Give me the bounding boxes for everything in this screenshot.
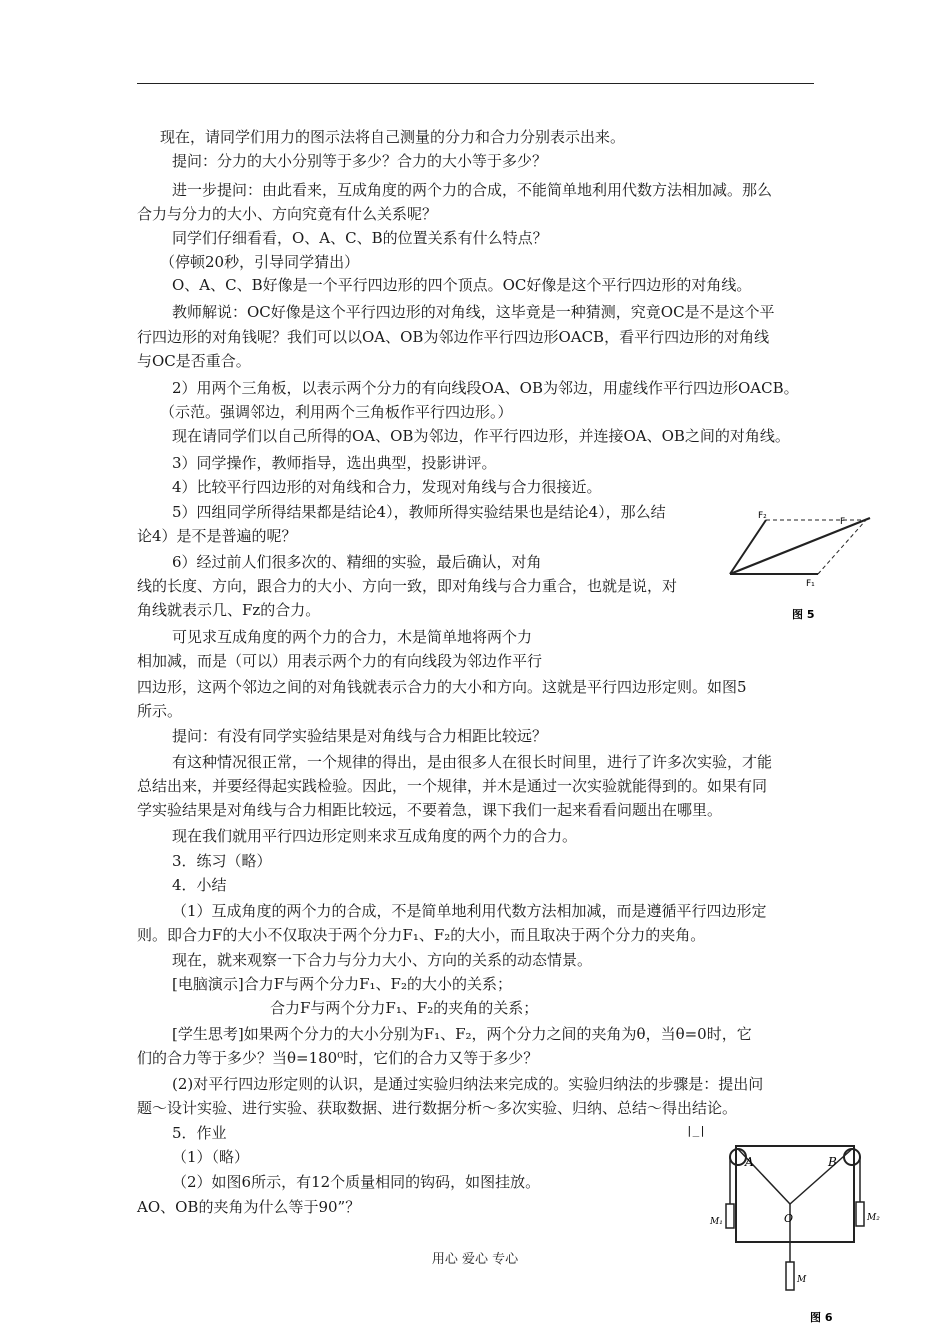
text-line: O、A、C、B好像是一个平行四边形的四个顶点。OC好像是这个平行四边形的对角线。 [172,276,752,294]
text-line: （2）如图6所示，有12个质量相同的钩码，如图挂放。 [172,1173,541,1191]
label-m: M [797,1275,807,1285]
figure-5-right-part [832,506,862,586]
parallelogram-diagram [722,506,832,626]
text-line: [电脑演示]合力F与两个分力F₁、F₂的大小的关系； [172,975,512,993]
figure-6-caption: 图 6 [810,1311,833,1324]
text-line: （1）互成角度的两个力的合成，不是简单地利用代数方法相加减，而是遵循平行四边形定 [172,902,767,920]
text-line: 6）经过前人们很多次的、精细的实验，最后确认，对角 [172,553,542,571]
label-a: A [745,1155,754,1169]
text-line: 题～设计实验、进行实验、获取数据、进行数据分析～多次实验、归纳、总结～得出结论。 [137,1099,738,1117]
text-line: （1）（略） [172,1148,250,1166]
text-line: 所示。 [137,702,183,720]
text-line: 相加减，而是（可以）用表示两个力的有向线段为邻边作平行 [137,652,543,670]
text-line: 有这种情况很正常，一个规律的得出，是由很多人在很长时间里，进行了许多次实验，才能 [172,753,773,771]
label-m2: M₂ [867,1213,880,1223]
label-f: F [840,517,846,527]
label-b: B [828,1155,837,1169]
text-line: 行四边形的对角钱呢？我们可以以OA、OB为邻边作平行四边形OACB，看平行四边形的对角线 [137,328,770,346]
text-line: 2）用两个三角板，以表示两个分力的有向线段OA、OB为邻边，用虚线作平行四边形OACB。 [172,379,799,397]
text-line: 可见求互成角度的两个力的合力，木是简单地将两个力 [172,628,533,646]
text-line: 同学们仔细看看，O、A、C、B的位置关系有什么特点？ [172,229,548,247]
text-line: 教师解说：OC好像是这个平行四边形的对角线，这毕竟是一种猜测，究竟OC是不是这个平 [172,303,775,321]
string-bo [790,1149,852,1204]
text-line: 现在，就来观察一下合力与分力大小、方向的关系的动态情景。 [172,951,593,969]
text-line: 线的长度、方向，跟合力的大小、方向一致，即对角线与合力重合，也就是说，对 [137,577,678,595]
text-line: 提问：有没有同学实验结果是对角线与合力相距比较远？ [172,727,548,745]
pulley-a [730,1149,746,1165]
text-line: 3）同学操作，教师指导，选出典型，投影讲评。 [172,454,497,472]
text-line: 现在请同学们以自己所得的OA、OB为邻边，作平行四边形，并连接OA、OB之间的对角线。 [172,427,790,445]
label-m1: M₁ [710,1217,723,1227]
label-f1: F₁ [806,579,815,589]
weight-m1 [726,1204,734,1228]
weight-m2 [856,1202,864,1226]
text-line: 总结出来，并要经得起实践检验。因此，一个规律，并木是通过一次实验就能得到的。如果有同 [137,777,768,795]
text-line: 5）四组同学所得结果都是结论4），教师所得实验结果也是结论4），那么结 [172,503,666,521]
pulley-diagram [686,1122,890,1328]
text-line: 4．小结 [172,876,227,894]
text-line: 合力与分力的大小、方向究竟有什么关系呢？ [137,205,438,223]
text-line: (2)对平行四边形定则的认识，是通过实验归纳法来完成的。实验归纳法的步骤是：提出问 [172,1075,764,1093]
pulley-b [844,1149,860,1165]
text-line: 合力F与两个分力F₁、F₂的夹角的关系； [270,999,539,1017]
text-line: 进一步提问：由此看来，互成角度的两个力的合成，不能简单地利用代数方法相加减。那么 [172,181,773,199]
top-mark: |_| [686,1124,706,1137]
label-f2: F₂ [758,511,767,521]
text-line: AO、OB的夹角为什么等于90”？ [137,1198,361,1216]
text-line: 学实验结果是对角线与合力相距比较远，不要着急，课下我们一起来看看问题出在哪里。 [137,801,723,819]
text-line: 角线就表示几、Fz的合力。 [137,601,321,619]
figure-5 [722,506,832,626]
label-o: O [784,1212,794,1225]
text-line: 3．练习（略） [172,852,272,870]
text-line: 与OC是否重合。 [137,352,251,370]
text-line: 提问：分力的大小分别等于多少？合力的大小等于多少？ [172,152,548,170]
text-line: [学生思考]如果两个分力的大小分别为F₁、F₂，两个分力之间的夹角为θ，当θ=0时，它 [172,1025,752,1043]
text-line: 们的合力等于多少？当θ=180⁰时，它们的合力又等于多少？ [137,1049,539,1067]
text-line: 5．作业 [172,1124,227,1142]
text-line: 4）比较平行四边形的对角线和合力，发现对角线与合力很接近。 [172,478,602,496]
parallelogram-diagram-edge [832,506,862,586]
header-rule [137,83,814,84]
text-line: （停顿20秒，引导同学猜出） [160,253,360,271]
text-line: 现在我们就用平行四边形定则来求互成角度的两个力的合力。 [172,827,578,845]
text-line: 则。即合力F的大小不仅取决于两个分力F₁、F₂的大小，而且取决于两个分力的夹角。 [137,926,706,944]
page-footer: 用心 爱心 专心 [431,1252,519,1267]
figure-5-caption: 图 5 [792,608,815,621]
text-line: 现在，请同学们用力的图示法将自己测量的分力和合力分别表示出来。 [160,128,626,146]
text-line: 四边形，这两个邻边之间的对角钱就表示合力的大小和方向。这就是平行四边形定则。如图5 [137,678,747,696]
text-line: 论4）是不是普遍的呢？ [137,527,297,545]
figure-6 [686,1122,890,1328]
text-line: （示范。强调邻边，利用两个三角板作平行四边形。） [160,403,513,421]
